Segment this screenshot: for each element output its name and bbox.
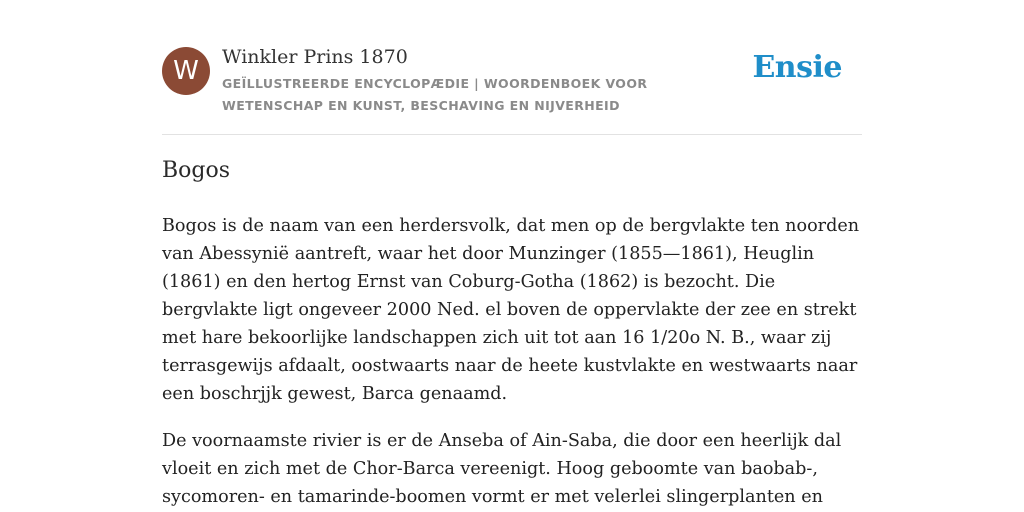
source-avatar[interactable]: W <box>162 47 210 95</box>
source-subtitle: GEÏLLUSTREERDE ENCYCLOPÆDIE | WOORDENBOEK VOOR WETENSCHAP EN KUNST, BESCHAVING EN NIJVERHEID <box>222 76 648 113</box>
ensie-logo[interactable]: Ensie <box>752 50 842 85</box>
article-paragraph: Bogos is de naam van een herdersvolk, dat men op de bergvlakte ten noorden van Abessynië aantreft, waar het door Munzinger (1855—1861), Heuglin (1861) en den hertog Ernst van Coburg-Gotha (1862) is bezocht. Die bergvlakte ligt ongeveer 2000 Ned. el boven de oppervlakte der zee en strekt met hare bekoorlijke landschappen zich uit tot aan 16 1/20o N. B., waar zij terrasgewijs afdaalt, oostwaarts naar de heete kustvlakte en westwaarts naar een boschrjjk gewest, Barca genaamd. <box>162 216 860 404</box>
page-container <box>162 0 862 507</box>
article-body <box>162 212 864 512</box>
source-title[interactable]: Winkler Prins 1870 <box>222 46 408 68</box>
article-title: Bogos <box>162 158 231 183</box>
article-paragraph: De voornaamste rivier is er de Anseba of Ain-Saba, die door een heerlijk dal vloeit en zich met de Chor-Barca vereenigt. Hoog geboomte van baobab-, sycomoren- en tamarinde-boomen vormt er met velerlei slingerplanten en <box>162 431 842 507</box>
source-header <box>162 0 862 135</box>
